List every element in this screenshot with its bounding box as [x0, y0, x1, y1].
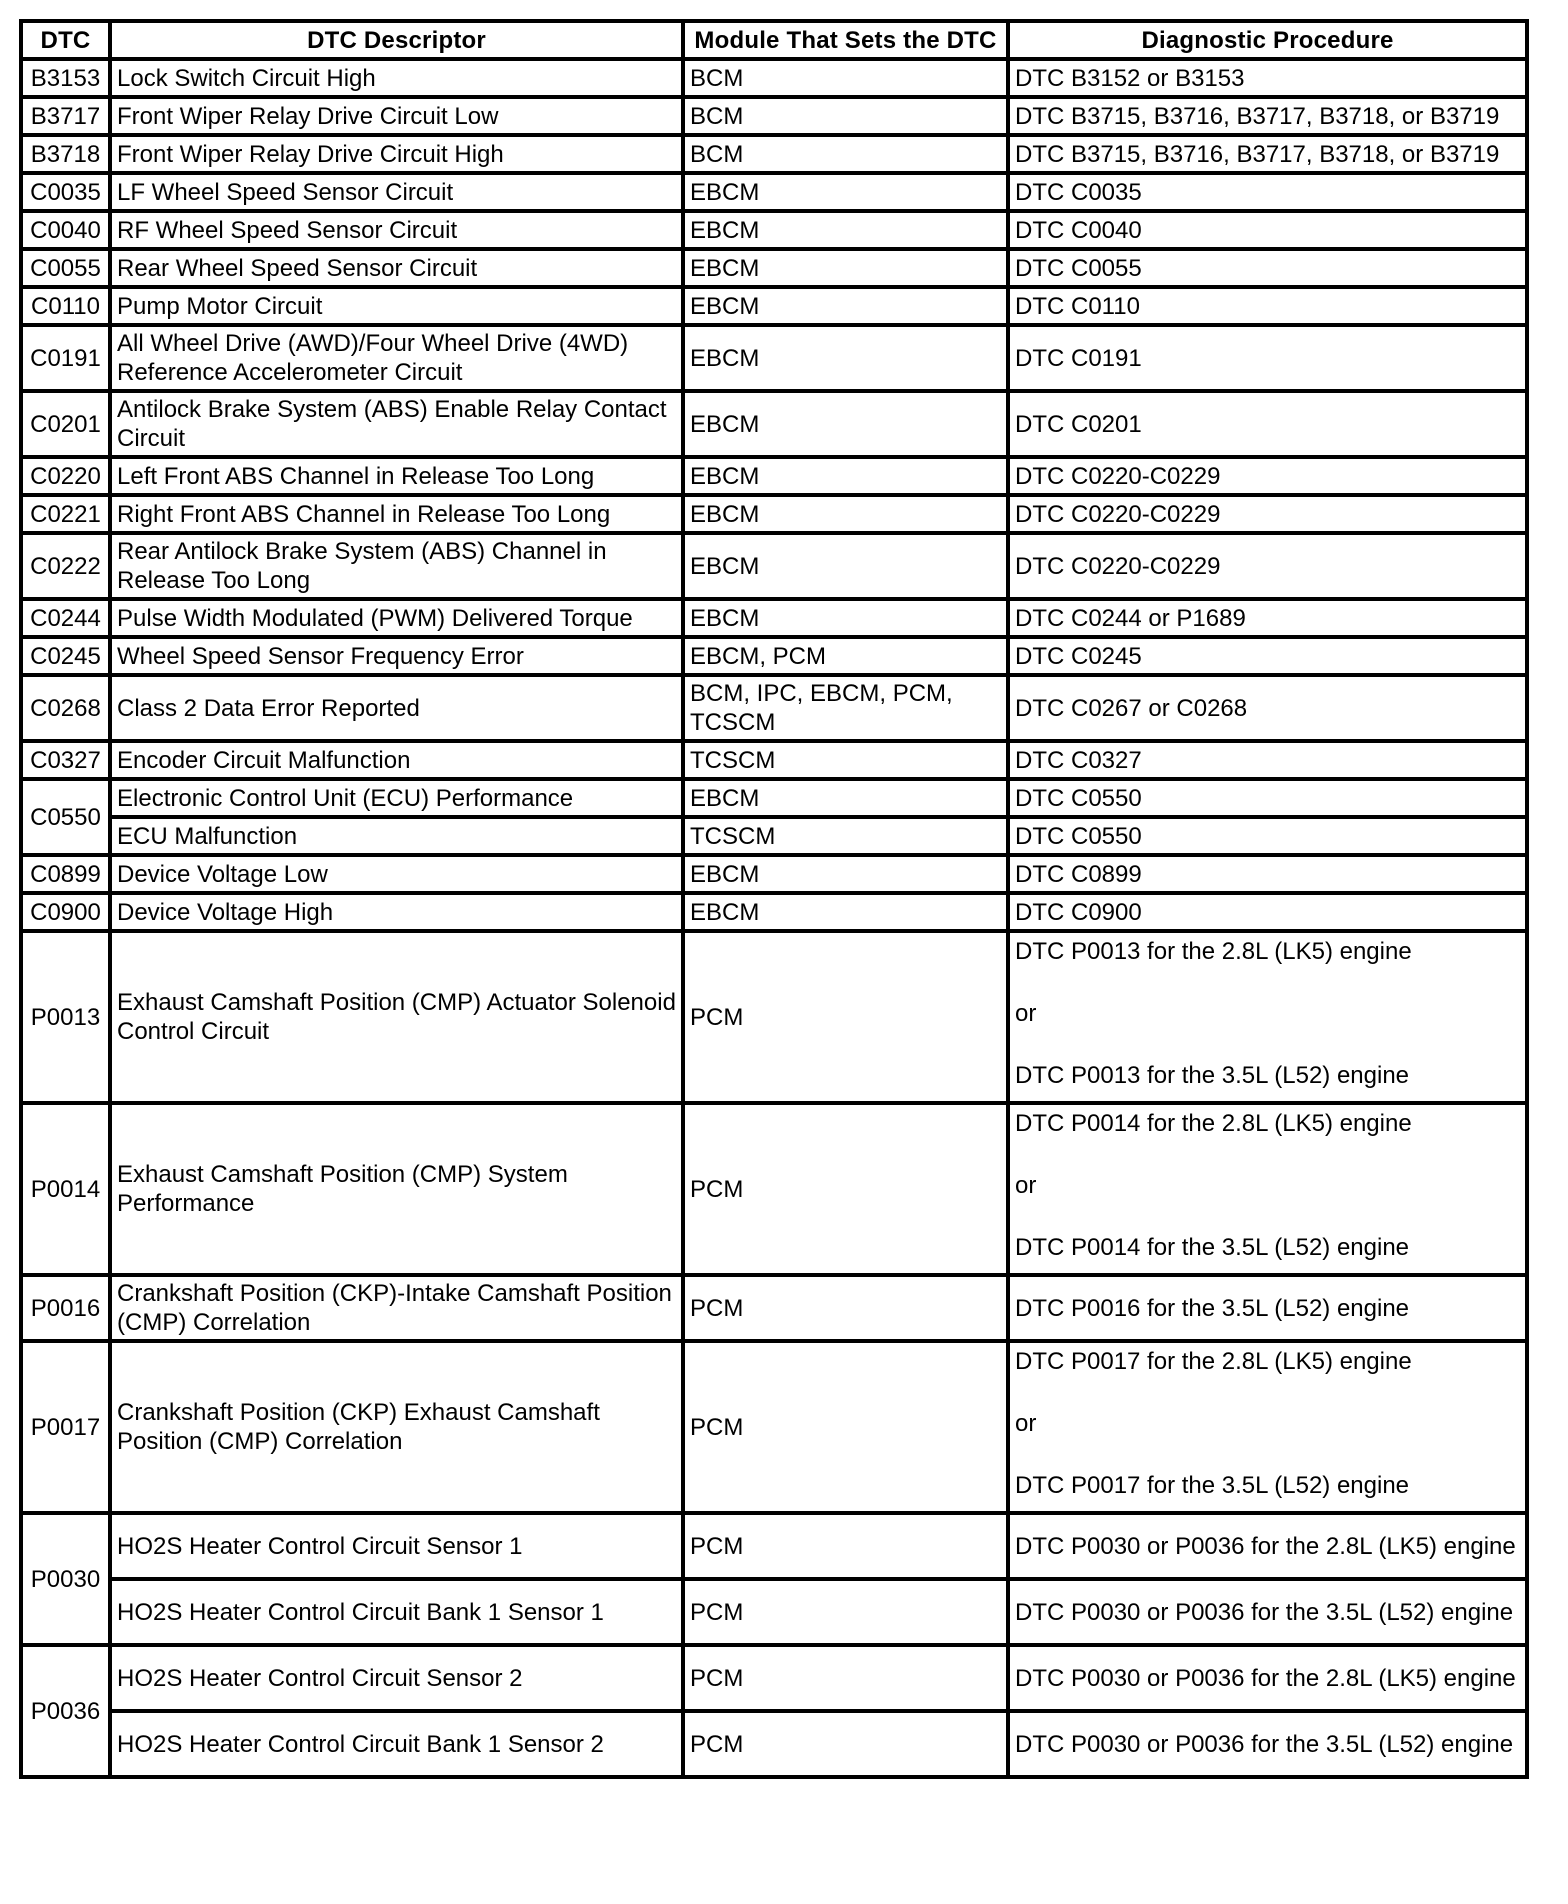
dtc-descriptor: Rear Wheel Speed Sensor Circuit	[110, 249, 683, 287]
table-row	[21, 1341, 1527, 1513]
table-row	[21, 1579, 1527, 1645]
dtc-descriptor: Lock Switch Circuit High	[110, 59, 683, 97]
dtc-descriptor: Right Front ABS Channel in Release Too Long	[110, 495, 683, 533]
dtc-code: P0013	[21, 931, 110, 1103]
dtc-procedure: DTC C0035	[1008, 173, 1527, 211]
dtc-module: EBCM	[683, 173, 1008, 211]
dtc-descriptor: Exhaust Camshaft Position (CMP) Actuator Solenoid Control Circuit	[110, 931, 683, 1103]
dtc-code: C0899	[21, 855, 110, 893]
dtc-procedure: DTC C0550	[1008, 779, 1527, 817]
dtc-module: BCM	[683, 97, 1008, 135]
dtc-code: C0035	[21, 173, 110, 211]
dtc-module: BCM, IPC, EBCM, PCM, TCSCM	[683, 675, 1008, 741]
dtc-descriptor: Front Wiper Relay Drive Circuit High	[110, 135, 683, 173]
dtc-module: EBCM	[683, 779, 1008, 817]
dtc-descriptor: HO2S Heater Control Circuit Bank 1 Sensor 2	[110, 1711, 683, 1777]
table-row	[21, 637, 1527, 675]
dtc-code: C0040	[21, 211, 110, 249]
dtc-descriptor: Left Front ABS Channel in Release Too Long	[110, 457, 683, 495]
dtc-module: PCM	[683, 1103, 1008, 1275]
dtc-procedure: DTC C0055	[1008, 249, 1527, 287]
dtc-module: PCM	[683, 931, 1008, 1103]
dtc-code: B3717	[21, 97, 110, 135]
header-module: Module That Sets the DTC	[683, 21, 1008, 59]
dtc-procedure: DTC C0550	[1008, 817, 1527, 855]
table-row	[21, 287, 1527, 325]
table-row	[21, 675, 1527, 741]
header-dtc: DTC	[21, 21, 110, 59]
dtc-module: EBCM	[683, 325, 1008, 391]
procedure-line: or	[1015, 1410, 1037, 1437]
procedure-line: or	[1015, 1172, 1037, 1199]
dtc-code: P0017	[21, 1341, 110, 1513]
header-diagnostic-procedure: Diagnostic Procedure	[1008, 21, 1527, 59]
dtc-table	[19, 19, 1529, 1779]
dtc-code: C0222	[21, 533, 110, 599]
header-dtc-descriptor: DTC Descriptor	[110, 21, 683, 59]
dtc-descriptor: All Wheel Drive (AWD)/Four Wheel Drive (4WD) Reference Accelerometer Circuit	[110, 325, 683, 391]
dtc-module: BCM	[683, 59, 1008, 97]
table-row	[21, 1103, 1527, 1275]
dtc-code: C0245	[21, 637, 110, 675]
dtc-procedure	[1008, 1341, 1527, 1513]
dtc-descriptor: Device Voltage High	[110, 893, 683, 931]
dtc-procedure: DTC C0191	[1008, 325, 1527, 391]
dtc-descriptor: Front Wiper Relay Drive Circuit Low	[110, 97, 683, 135]
dtc-procedure: DTC P0016 for the 3.5L (L52) engine	[1008, 1275, 1527, 1341]
dtc-module: EBCM	[683, 533, 1008, 599]
dtc-code: P0030	[21, 1513, 110, 1645]
dtc-descriptor: Antilock Brake System (ABS) Enable Relay Contact Circuit	[110, 391, 683, 457]
dtc-descriptor: Crankshaft Position (CKP)-Intake Camshaft Position (CMP) Correlation	[110, 1275, 683, 1341]
table-header-row	[21, 21, 1527, 59]
dtc-code: C0201	[21, 391, 110, 457]
dtc-descriptor: Electronic Control Unit (ECU) Performance	[110, 779, 683, 817]
dtc-descriptor: Class 2 Data Error Reported	[110, 675, 683, 741]
dtc-procedure: DTC B3715, B3716, B3717, B3718, or B3719	[1008, 97, 1527, 135]
dtc-code: C0220	[21, 457, 110, 495]
dtc-code: C0327	[21, 741, 110, 779]
table-row	[21, 457, 1527, 495]
dtc-module: TCSCM	[683, 817, 1008, 855]
procedure-line: DTC P0014 for the 2.8L (LK5) engine	[1015, 1110, 1412, 1137]
dtc-module: PCM	[683, 1645, 1008, 1711]
table-row	[21, 741, 1527, 779]
dtc-procedure: DTC C0110	[1008, 287, 1527, 325]
dtc-module: EBCM	[683, 599, 1008, 637]
dtc-module: EBCM	[683, 287, 1008, 325]
table-row	[21, 817, 1527, 855]
dtc-descriptor: Device Voltage Low	[110, 855, 683, 893]
dtc-descriptor: Encoder Circuit Malfunction	[110, 741, 683, 779]
dtc-procedure: DTC C0244 or P1689	[1008, 599, 1527, 637]
dtc-module: PCM	[683, 1341, 1008, 1513]
dtc-module: PCM	[683, 1513, 1008, 1579]
dtc-descriptor: HO2S Heater Control Circuit Sensor 2	[110, 1645, 683, 1711]
dtc-module: EBCM	[683, 495, 1008, 533]
table-row	[21, 1711, 1527, 1777]
dtc-descriptor: Pump Motor Circuit	[110, 287, 683, 325]
dtc-module: TCSCM	[683, 741, 1008, 779]
table-row	[21, 1513, 1527, 1579]
table-row	[21, 59, 1527, 97]
dtc-procedure: DTC C0900	[1008, 893, 1527, 931]
dtc-module: PCM	[683, 1711, 1008, 1777]
dtc-procedure: DTC P0030 or P0036 for the 2.8L (LK5) engine	[1008, 1513, 1527, 1579]
dtc-module: BCM	[683, 135, 1008, 173]
dtc-procedure: DTC C0220-C0229	[1008, 495, 1527, 533]
dtc-descriptor: LF Wheel Speed Sensor Circuit	[110, 173, 683, 211]
dtc-module: EBCM, PCM	[683, 637, 1008, 675]
dtc-descriptor: HO2S Heater Control Circuit Sensor 1	[110, 1513, 683, 1579]
table-row	[21, 1275, 1527, 1341]
procedure-line: DTC P0013 for the 2.8L (LK5) engine	[1015, 938, 1412, 965]
dtc-code: C0900	[21, 893, 110, 931]
table-row	[21, 495, 1527, 533]
procedure-line: DTC P0017 for the 2.8L (LK5) engine	[1015, 1348, 1412, 1375]
table-row	[21, 211, 1527, 249]
dtc-procedure: DTC P0030 or P0036 for the 3.5L (L52) engine	[1008, 1711, 1527, 1777]
table-row	[21, 135, 1527, 173]
table-row	[21, 391, 1527, 457]
dtc-module: PCM	[683, 1579, 1008, 1645]
dtc-procedure: DTC C0245	[1008, 637, 1527, 675]
table-row	[21, 931, 1527, 1103]
dtc-procedure: DTC C0220-C0229	[1008, 457, 1527, 495]
procedure-line: DTC P0017 for the 3.5L (L52) engine	[1015, 1472, 1410, 1499]
table-row	[21, 325, 1527, 391]
procedure-line: or	[1015, 1000, 1037, 1027]
dtc-code: B3718	[21, 135, 110, 173]
dtc-procedure: DTC B3152 or B3153	[1008, 59, 1527, 97]
dtc-procedure: DTC P0030 or P0036 for the 3.5L (L52) engine	[1008, 1579, 1527, 1645]
dtc-module: EBCM	[683, 893, 1008, 931]
dtc-descriptor: ECU Malfunction	[110, 817, 683, 855]
dtc-procedure: DTC C0040	[1008, 211, 1527, 249]
dtc-module: EBCM	[683, 391, 1008, 457]
dtc-module: EBCM	[683, 855, 1008, 893]
dtc-procedure: DTC C0201	[1008, 391, 1527, 457]
dtc-procedure: DTC C0899	[1008, 855, 1527, 893]
dtc-procedure	[1008, 931, 1527, 1103]
dtc-code: C0110	[21, 287, 110, 325]
dtc-procedure: DTC C0327	[1008, 741, 1527, 779]
dtc-procedure	[1008, 1103, 1527, 1275]
table-row	[21, 599, 1527, 637]
dtc-descriptor: Pulse Width Modulated (PWM) Delivered Torque	[110, 599, 683, 637]
dtc-procedure: DTC P0030 or P0036 for the 2.8L (LK5) engine	[1008, 1645, 1527, 1711]
dtc-code: C0221	[21, 495, 110, 533]
dtc-code: C0268	[21, 675, 110, 741]
dtc-code: P0036	[21, 1645, 110, 1777]
dtc-procedure: DTC C0267 or C0268	[1008, 675, 1527, 741]
table-row	[21, 249, 1527, 287]
dtc-descriptor: RF Wheel Speed Sensor Circuit	[110, 211, 683, 249]
dtc-descriptor: Crankshaft Position (CKP) Exhaust Camshaft Position (CMP) Correlation	[110, 1341, 683, 1513]
dtc-descriptor: Rear Antilock Brake System (ABS) Channel in Release Too Long	[110, 533, 683, 599]
table-row	[21, 173, 1527, 211]
procedure-line: DTC P0014 for the 3.5L (L52) engine	[1015, 1234, 1410, 1261]
dtc-module: EBCM	[683, 457, 1008, 495]
dtc-module: PCM	[683, 1275, 1008, 1341]
procedure-line: DTC P0013 for the 3.5L (L52) engine	[1015, 1062, 1410, 1089]
table-row	[21, 1645, 1527, 1711]
dtc-module: EBCM	[683, 211, 1008, 249]
table-row	[21, 893, 1527, 931]
dtc-procedure: DTC B3715, B3716, B3717, B3718, or B3719	[1008, 135, 1527, 173]
dtc-procedure: DTC C0220-C0229	[1008, 533, 1527, 599]
table-row	[21, 855, 1527, 893]
dtc-descriptor: Wheel Speed Sensor Frequency Error	[110, 637, 683, 675]
dtc-descriptor: HO2S Heater Control Circuit Bank 1 Sensor 1	[110, 1579, 683, 1645]
table-row	[21, 779, 1527, 817]
dtc-code: C0550	[21, 779, 110, 855]
dtc-code: C0055	[21, 249, 110, 287]
dtc-code: B3153	[21, 59, 110, 97]
dtc-descriptor: Exhaust Camshaft Position (CMP) System Performance	[110, 1103, 683, 1275]
dtc-code: P0016	[21, 1275, 110, 1341]
dtc-code: P0014	[21, 1103, 110, 1275]
dtc-module: EBCM	[683, 249, 1008, 287]
dtc-code: C0191	[21, 325, 110, 391]
table-row	[21, 97, 1527, 135]
table-row	[21, 533, 1527, 599]
dtc-code: C0244	[21, 599, 110, 637]
